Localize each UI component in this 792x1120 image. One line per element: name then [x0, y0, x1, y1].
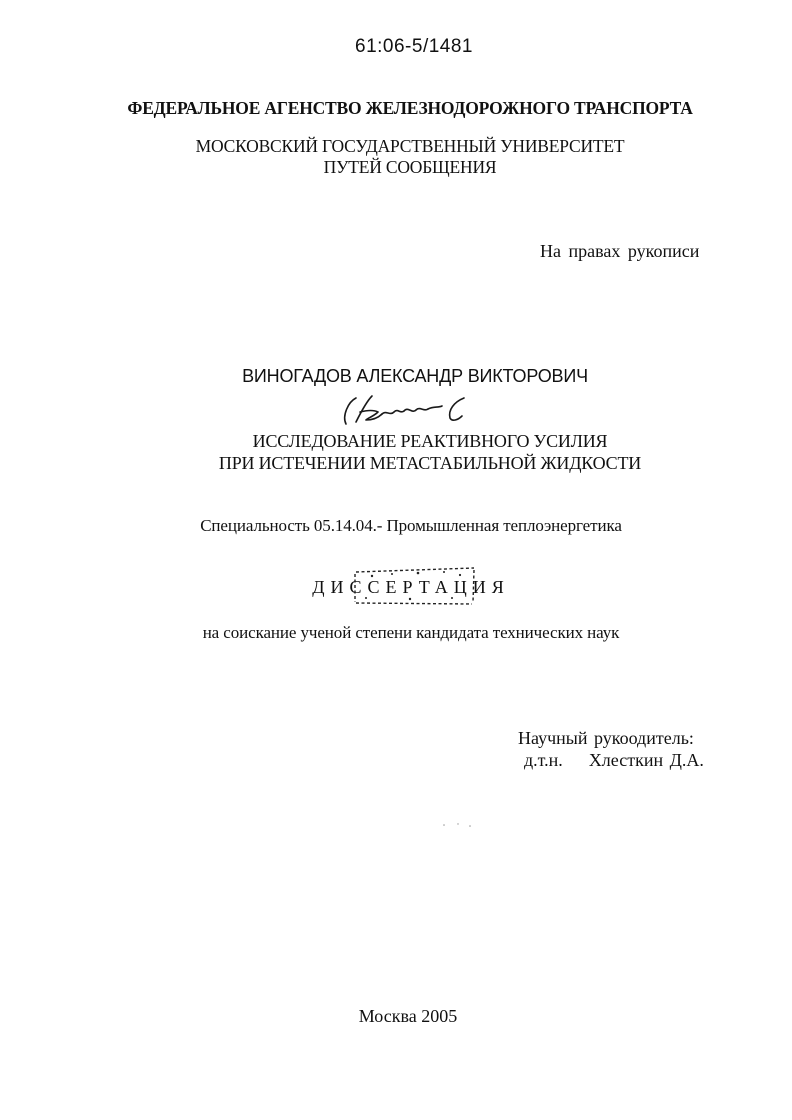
stamp-icon [352, 566, 478, 606]
scientific-advisor [518, 727, 718, 771]
document-type: ДИССЕРТАЦИЯ [312, 577, 510, 597]
thesis-title [60, 430, 792, 474]
university-line-2: ПУТЕЙ СООБЩЕНИЯ [323, 157, 497, 177]
archive-code: 61:06-5/1481 [355, 36, 473, 57]
city-year: Москва 2005 [358, 1006, 458, 1026]
thesis-title-line-2: ПРИ ИСТЕЧЕНИИ МЕТАСТАБИЛЬНОЙ ЖИДКОСТИ [218, 453, 642, 473]
advisor-name: Хлесткин Д.А. [588, 750, 704, 770]
agency-name: ФЕДЕРАЛЬНОЕ АГЕНСТВО ЖЕЛЕЗНОДОРОЖНОГО ТРАНСПОРТА [127, 98, 693, 118]
signature-icon [338, 392, 470, 428]
author-name: ВИНОГАДОВ АЛЕКСАНДР ВИКТОРОВИЧ [242, 366, 588, 386]
university-line-1: МОСКОВСКИЙ ГОСУДАРСТВЕННЫЙ УНИВЕРСИТЕТ [195, 136, 625, 156]
specialty-line: Специальность 05.14.04.- Промышленная теплоэнергетика [200, 516, 622, 535]
scan-specks [440, 820, 480, 830]
advisor-row [518, 749, 718, 771]
advisor-degree: д.т.н. [524, 750, 563, 770]
advisor-label: Научный рукоодитель: [518, 728, 694, 748]
rights-note: На правах рукописи [540, 241, 700, 261]
university-name [60, 136, 760, 178]
degree-line: на соискание ученой степени кандидата технических наук [202, 623, 620, 642]
thesis-title-line-1: ИССЛЕДОВАНИЕ РЕАКТИВНОГО УСИЛИЯ [252, 431, 608, 451]
